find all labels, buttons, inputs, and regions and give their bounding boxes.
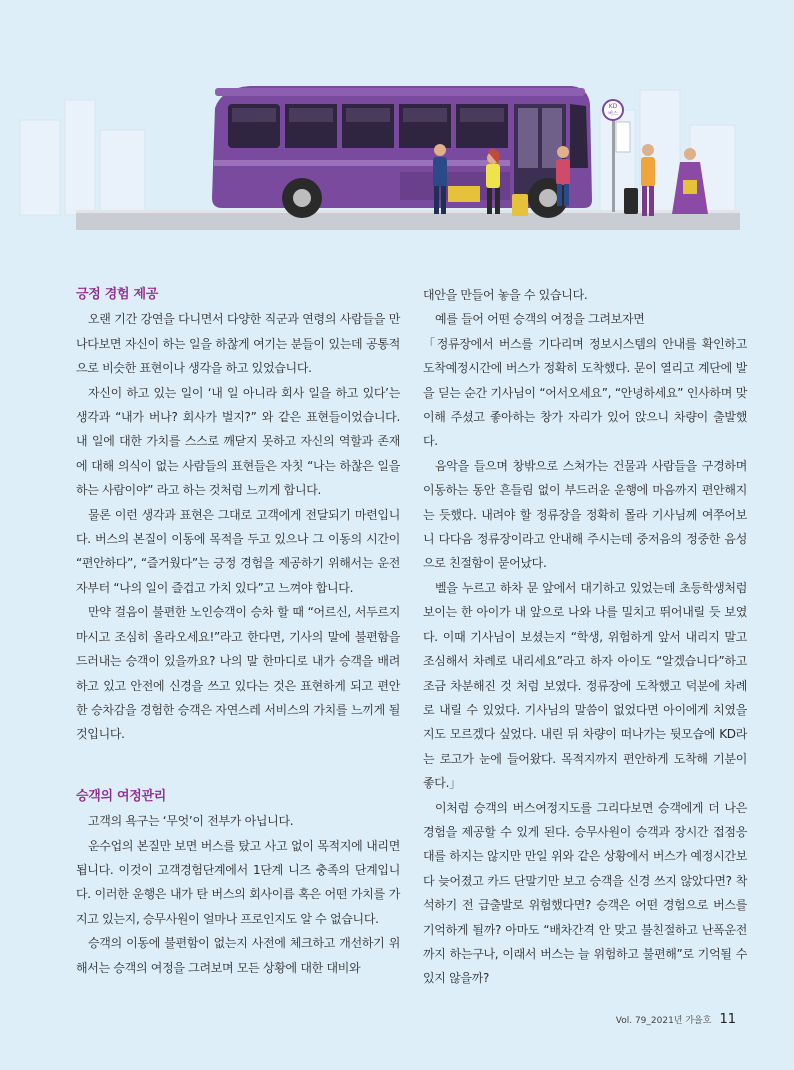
paragraph: 벨을 누르고 하차 문 앞에서 대기하고 있었는데 초등학생처럼 보이는 한 아이가 내 앞으로 나와 나를 밀치고 뛰어내릴 듯 보였다. 이때 기사님이 보셨는지 “학생, 위험하게 앞서 내리지 말고 조심해서 차례로 내리세요”라고 하자 아이도 “알겠습니다”하고 조금 차분해진 것 처럼 보였다. 정류장에 도착했고 덕분에 차례로 내릴 수 있었다. 기사님의 말씀이 없었다면 아이에게 치였을지도 모르겠다 싶었다. 내린 뒤 차량이 떠나가는 뒷모습에 KD라는 로고가 눈에 들어왔다. 목적지까지 편안하게 도착해 기분이 좋다.」 bbox=[423, 580, 747, 791]
page-number: 11 bbox=[719, 1012, 736, 1027]
paragraph: 오랜 기간 강연을 다니면서 다양한 직군과 연령의 사람들을 만나다보면 자신이 하는 일을 하찮게 여기는 분들이 있는데 공통적으로 비슷한 표현이나 생각을 하고 있었습니다. bbox=[76, 312, 400, 376]
paragraph: 고객의 욕구는 ‘무엇’이 전부가 아닙니다. bbox=[88, 814, 294, 829]
sign-label-bottom: 버스 bbox=[608, 111, 618, 117]
section-heading-journey-management: 승객의 여정관리 bbox=[76, 788, 167, 804]
bus bbox=[212, 86, 592, 218]
issue-label: Vol. 79_2021년 가을호 bbox=[615, 1016, 712, 1026]
page-footer bbox=[616, 1012, 736, 1027]
bus-illustration bbox=[0, 0, 794, 232]
paragraph: 자신이 하고 있는 일이 ‘내 일 아니라 회사 일을 하고 있다’는 생각과 “내가 버나? 회사가 벌지?” 와 같은 표현들이었습니다. 내 일에 대한 가치를 스스로 깨닫지 못하고 자신의 역할과 존재에 대해 의식이 없는 사람들의 표현들은 자칫 “나는 하찮은 일을 하는 사람이야” 라고 하는 것처럼 느끼게 합니다. bbox=[76, 385, 400, 498]
paragraph: 음악을 들으며 창밖으로 스쳐가는 건물과 사람들을 구경하며 이동하는 동안 흔들림 없이 부드러운 운행에 마음까지 편안해지는 듯했다. 내려야 할 정류장을 정확히 몰라 기사님께 여쭈어보니 다다음 정류장이라고 안내해 주시는데 중저음의 정중한 음성으로 친절함이 묻어났다. bbox=[423, 458, 747, 571]
paragraph: 물론 이런 생각과 표현은 그대로 고객에게 전달되기 마련입니다. 버스의 본질이 이동에 목적을 두고 있으나 그 이동의 시간이 “편안하다”, “즐거웠다”는 긍정 경험을 제공하기 위해서는 운전자부터 “나의 일이 즐겁고 가치 있다”고 느껴야 합니다. bbox=[76, 507, 400, 595]
paragraph: 「정류장에서 버스를 기다리며 정보시스템의 안내를 확인하고 도착예정시간에 버스가 정확히 도착했다. 문이 열리고 계단에 발을 딛는 순간 기사님이 “어서오세요”, “안녕하세요” 인사하며 맞이해 주셨고 좋아하는 창가 자리가 있어 앉으니 차량이 출발했다. bbox=[423, 336, 747, 449]
right-column bbox=[423, 283, 747, 991]
paragraph: 만약 걸음이 불편한 노인승객이 승차 할 때 “어르신, 서두르지 마시고 조심히 올라오세요!”라고 한다면, 기사의 말에 불편함을 드러내는 승객이 있을까요? 나의 말 한마디로 내가 승객을 배려하고 있고 안전에 신경을 쓰고 있다는 것은 표현하게 되고 편안한 승차감을 경험한 승객은 자연스레 서비스의 가치를 느끼게 될 것입니다. bbox=[76, 605, 400, 742]
paragraph: 운수업의 본질만 보면 버스를 탔고 사고 없이 목적지에 내리면 됩니다. 이것이 고객경험단계에서 1단계 니즈 충족의 단계입니다. 이러한 운행은 내가 탄 버스의 회사이름 혹은 어떤 가치를 가지고 있는지, 승무사원이 얼마나 프로인지도 알 수 없습니다. bbox=[76, 838, 400, 926]
paragraph: 승객의 이동에 불편함이 없는지 사전에 체크하고 개선하기 위해서는 승객의 여정을 그려보며 모든 상황에 대한 대비와 bbox=[76, 936, 400, 975]
left-column bbox=[76, 283, 400, 980]
paragraph: 예를 들어 어떤 승객의 여정을 그려보자면 bbox=[435, 312, 645, 327]
road bbox=[76, 212, 740, 230]
section-heading-positive-experience: 긍정 경험 제공 bbox=[76, 287, 158, 302]
sign-label-top: KD bbox=[608, 103, 618, 110]
paragraph: 이처럼 승객의 버스여정지도를 그리다보면 승객에게 더 나은 경험을 제공할 수 있게 된다. 승무사원이 승객과 장시간 접점응대를 하지는 않지만 만일 위와 같은 상황에서 버스가 예정시간보다 늦어졌고 카드 단말기만 보고 승객을 신경 쓰지 않았다면? 착석하기 전 급출발로 위험했다면? 승객은 어떤 경험으로 버스를 기억하게 될까? 아마도 “배차간격 안 맞고 불친절하고 난폭운전까지 하는구나, 이래서 버스는 늘 위험하고 불편해”로 기억될 수 있지 않을까? bbox=[423, 800, 747, 986]
section-gap bbox=[76, 747, 400, 785]
paragraph: 대안을 만들어 놓을 수 있습니다. bbox=[423, 288, 588, 302]
